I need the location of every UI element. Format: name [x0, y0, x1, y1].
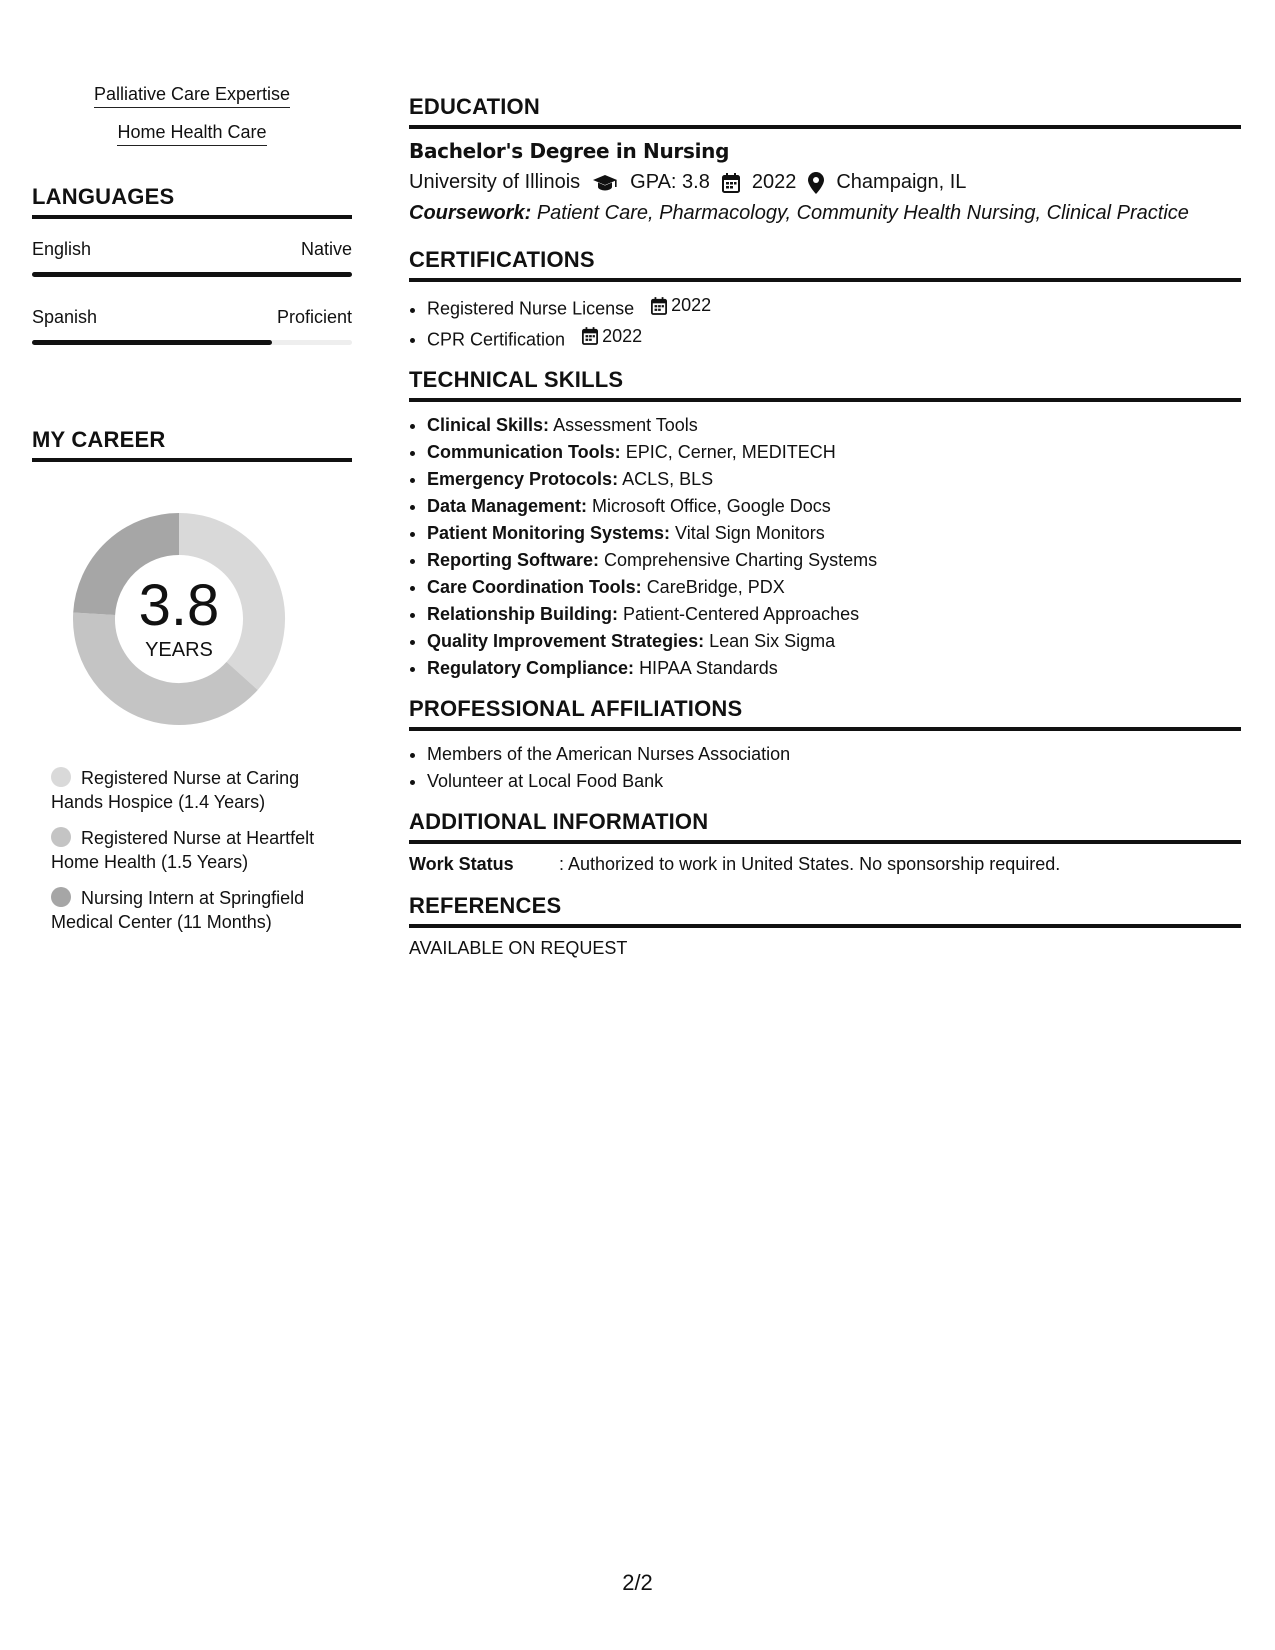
coursework-label: Coursework: — [409, 202, 532, 224]
skill-value: Vital Sign Monitors — [675, 523, 825, 543]
school-name: University of Illinois — [409, 171, 581, 193]
career-donut-chart — [66, 506, 292, 732]
skill-label: Patient Monitoring Systems: — [427, 523, 671, 543]
references-section — [409, 893, 1241, 959]
language-row — [32, 307, 352, 345]
skill-value: Assessment Tools — [553, 415, 698, 435]
education-location: Champaign, IL — [836, 171, 967, 193]
skill-item — [427, 439, 1241, 466]
career-legend-label: Nursing Intern at Springfield Medical Center (11 Months) — [51, 888, 305, 932]
left-column — [32, 84, 352, 946]
affiliations-section — [409, 696, 1241, 795]
skill-value: ACLS, BLS — [622, 469, 714, 489]
skill-value: EPIC, Cerner, MEDITECH — [625, 442, 836, 462]
language-name: English — [32, 239, 92, 259]
work-status-row — [409, 854, 1241, 875]
career-legend — [51, 766, 336, 934]
right-column — [409, 94, 1241, 973]
skill-label: Clinical Skills: — [427, 415, 550, 435]
map-pin-icon — [808, 172, 824, 194]
education-meta — [409, 171, 1241, 194]
skill-label: Care Coordination Tools: — [427, 577, 642, 597]
skill-value: HIPAA Standards — [639, 658, 778, 678]
career-legend-item — [51, 826, 336, 874]
education-title: EDUCATION — [409, 94, 1241, 129]
technical-skills-list — [409, 412, 1241, 682]
graduation-year: 2022 — [751, 171, 797, 193]
certification-year: 2022 — [602, 325, 643, 346]
legend-dot — [51, 827, 71, 847]
skill-item — [427, 574, 1241, 601]
skill-label: Emergency Protocols: — [427, 469, 619, 489]
degree-name: Bachelor's Degree in Nursing — [409, 139, 730, 163]
skill-item — [427, 655, 1241, 682]
page-number: 2/2 — [622, 1570, 653, 1595]
skill-value: Microsoft Office, Google Docs — [592, 496, 831, 516]
language-row — [32, 239, 352, 277]
calendar-icon — [582, 327, 598, 345]
skill-item — [427, 628, 1241, 655]
career-legend-item — [51, 886, 336, 934]
coursework — [409, 202, 1241, 225]
graduation-cap-icon — [592, 174, 618, 192]
certification-item — [427, 292, 1241, 323]
coursework-list: Patient Care, Pharmacology, Community Health Nursing, Clinical Practice — [536, 202, 1189, 224]
skill-item — [427, 493, 1241, 520]
certification-name: Registered Nurse License — [427, 298, 635, 319]
skill-label: Quality Improvement Strategies: — [427, 631, 705, 651]
skill-value: Patient-Centered Approaches — [623, 604, 860, 624]
references-text: AVAILABLE ON REQUEST — [409, 938, 628, 958]
language-bar — [32, 340, 352, 345]
skill-item — [427, 601, 1241, 628]
skill-label: Regulatory Compliance: — [427, 658, 635, 678]
languages-title: LANGUAGES — [32, 184, 352, 219]
career-legend-label: Registered Nurse at Heartfelt Home Health (1.5 Years) — [51, 828, 315, 872]
affiliations-title: PROFESSIONAL AFFILIATIONS — [409, 696, 1241, 731]
language-bar — [32, 272, 352, 277]
work-status-label: Work Status — [409, 854, 514, 874]
strength-tag: Home Health Care — [117, 122, 266, 146]
career-total-years: 3.8 — [138, 572, 220, 638]
references-title: REFERENCES — [409, 893, 1241, 928]
language-name: Spanish — [32, 307, 98, 327]
skill-value: Lean Six Sigma — [709, 631, 836, 651]
affiliation-item: • Volunteer at Local Food Bank — [427, 768, 1241, 795]
skill-label: Data Management: — [427, 496, 588, 516]
certifications-title: CERTIFICATIONS — [409, 247, 1241, 282]
strength-tag: Palliative Care Expertise — [94, 84, 290, 108]
legend-dot — [51, 767, 71, 787]
certification-year: 2022 — [671, 295, 712, 315]
skill-item — [427, 466, 1241, 493]
technical-skills-title: TECHNICAL SKILLS — [409, 367, 1241, 402]
career-title: MY CAREER — [32, 427, 352, 462]
skill-value: Comprehensive Charting Systems — [604, 550, 878, 570]
career-total-unit: YEARS — [145, 638, 213, 661]
language-level: Proficient — [276, 307, 352, 327]
additional-info-section — [409, 809, 1241, 875]
work-status-value: : Authorized to work in United States. No sponsorship required. — [559, 854, 1061, 874]
education-section — [409, 94, 1241, 225]
certification-name: CPR Certification — [427, 329, 566, 349]
legend-dot — [51, 887, 71, 907]
language-bar-fill — [32, 340, 272, 345]
skill-item — [427, 547, 1241, 574]
career-legend-label: Registered Nurse at Caring Hands Hospice (1.4 Years) — [51, 768, 300, 812]
language-level: Native — [300, 239, 352, 259]
affiliation-item: • Members of the American Nurses Association — [427, 741, 1241, 768]
gpa: GPA: 3.8 — [630, 171, 710, 193]
skill-item — [427, 412, 1241, 439]
calendar-icon — [722, 173, 740, 193]
technical-skills-section — [409, 367, 1241, 682]
skill-label: Communication Tools: — [427, 442, 621, 462]
language-bar-fill — [32, 272, 352, 277]
skill-label: Reporting Software: — [427, 550, 600, 570]
calendar-icon — [651, 297, 667, 315]
affiliations-list — [409, 741, 1241, 795]
certification-item — [427, 323, 1241, 354]
skill-value: CareBridge, PDX — [646, 577, 785, 597]
certifications-section — [409, 247, 1241, 353]
career-legend-item — [51, 766, 336, 814]
additional-info-title: ADDITIONAL INFORMATION — [409, 809, 1241, 844]
certifications-list — [409, 292, 1241, 353]
skill-item — [427, 520, 1241, 547]
skill-label: Relationship Building: — [427, 604, 618, 624]
